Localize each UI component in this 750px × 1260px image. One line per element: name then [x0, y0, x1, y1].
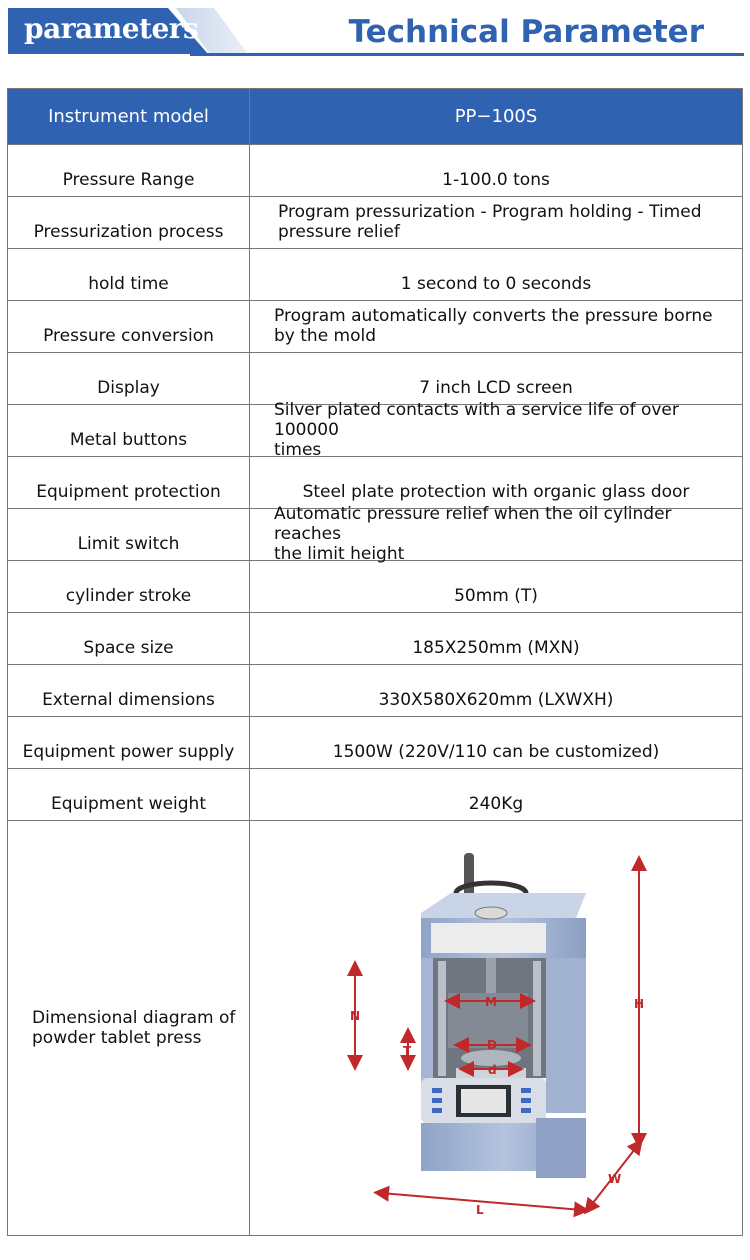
param-value-line: pressure relief — [278, 221, 400, 242]
table-row — [8, 399, 742, 460]
table-row — [8, 503, 742, 564]
dim-label-big-d: D — [487, 1038, 497, 1052]
table-row — [8, 248, 742, 300]
param-value: 240Kg — [468, 794, 524, 814]
param-label: Limit switch — [8, 509, 250, 560]
param-label: Space size — [8, 613, 250, 664]
table-header-row — [8, 89, 742, 144]
header-value: PP−100S — [454, 106, 538, 127]
table-row — [8, 768, 742, 820]
page-title: Technical Parameter — [348, 14, 704, 50]
dim-label-t: T — [403, 1044, 412, 1058]
param-label: cylinder stroke — [8, 561, 250, 612]
table-row — [8, 560, 742, 612]
param-label: Equipment weight — [8, 769, 250, 820]
table-row — [8, 196, 742, 248]
table-row — [8, 456, 742, 508]
table-row — [8, 664, 742, 716]
dim-label-h: H — [634, 997, 645, 1011]
param-value — [250, 301, 742, 352]
param-value-line: by the mold — [274, 325, 377, 346]
param-label: Pressure Range — [8, 145, 250, 196]
param-value: 1 second to 0 seconds — [400, 274, 592, 294]
diagram-row — [8, 820, 742, 1235]
param-value-line: Silver plated contacts with a service life of over 100000 — [274, 399, 679, 440]
param-value — [250, 503, 742, 564]
param-label: Pressure conversion — [8, 301, 250, 352]
press-chamber — [433, 958, 546, 1078]
header-label: Instrument model — [8, 89, 250, 144]
diagram-label-line: Dimensional diagram of — [32, 1008, 236, 1028]
param-label: Pressurization process — [8, 197, 250, 248]
param-value: 330X580X620mm (LXWXH) — [378, 690, 614, 710]
title-rule — [190, 53, 744, 56]
param-value-line: Program pressurization - Program holding - Timed — [278, 201, 702, 222]
param-value: 1-100.0 tons — [442, 170, 550, 190]
param-label: Equipment protection — [8, 457, 250, 508]
machine-top — [421, 893, 586, 958]
press-dimension-diagram — [256, 823, 736, 1233]
table-row — [8, 716, 742, 768]
param-label: Metal buttons — [8, 405, 250, 456]
diagram-cell — [250, 821, 742, 1235]
dim-label-n: N — [350, 1009, 361, 1023]
dim-label-w: W — [608, 1172, 622, 1186]
param-value-line: the limit height — [274, 543, 405, 564]
param-value: 7 inch LCD screen — [419, 378, 573, 398]
frame-right — [546, 958, 586, 1113]
dim-label-l: L — [476, 1203, 484, 1217]
param-label: External dimensions — [8, 665, 250, 716]
param-value-line: Automatic pressure relief when the oil cylinder reaches — [274, 503, 672, 544]
diagram-label-line: powder tablet press — [32, 1028, 202, 1048]
page-header — [0, 0, 750, 80]
table-row — [8, 144, 742, 196]
param-value: Steel plate protection with organic glass door — [302, 482, 690, 502]
table-row — [8, 300, 742, 352]
param-value: 1500W (220V/110 can be customized) — [332, 742, 660, 762]
param-value — [250, 197, 742, 248]
param-value-line: Program automatically converts the pressure borne — [274, 305, 713, 326]
table-row — [8, 352, 742, 404]
param-label: hold time — [8, 249, 250, 300]
section-tag-text: parameters — [24, 12, 199, 45]
diagram-label — [8, 821, 250, 1235]
param-value: 185X250mm (MXN) — [412, 638, 580, 658]
param-label: Equipment power supply — [8, 717, 250, 768]
dim-label-m: M — [485, 995, 497, 1009]
param-value-line: times — [274, 439, 322, 460]
param-value: 50mm (T) — [454, 586, 538, 606]
dim-label-small-d: d — [488, 1063, 497, 1077]
parameter-table — [7, 88, 743, 1236]
table-row — [8, 612, 742, 664]
param-label: Display — [8, 353, 250, 404]
param-value — [250, 399, 742, 460]
